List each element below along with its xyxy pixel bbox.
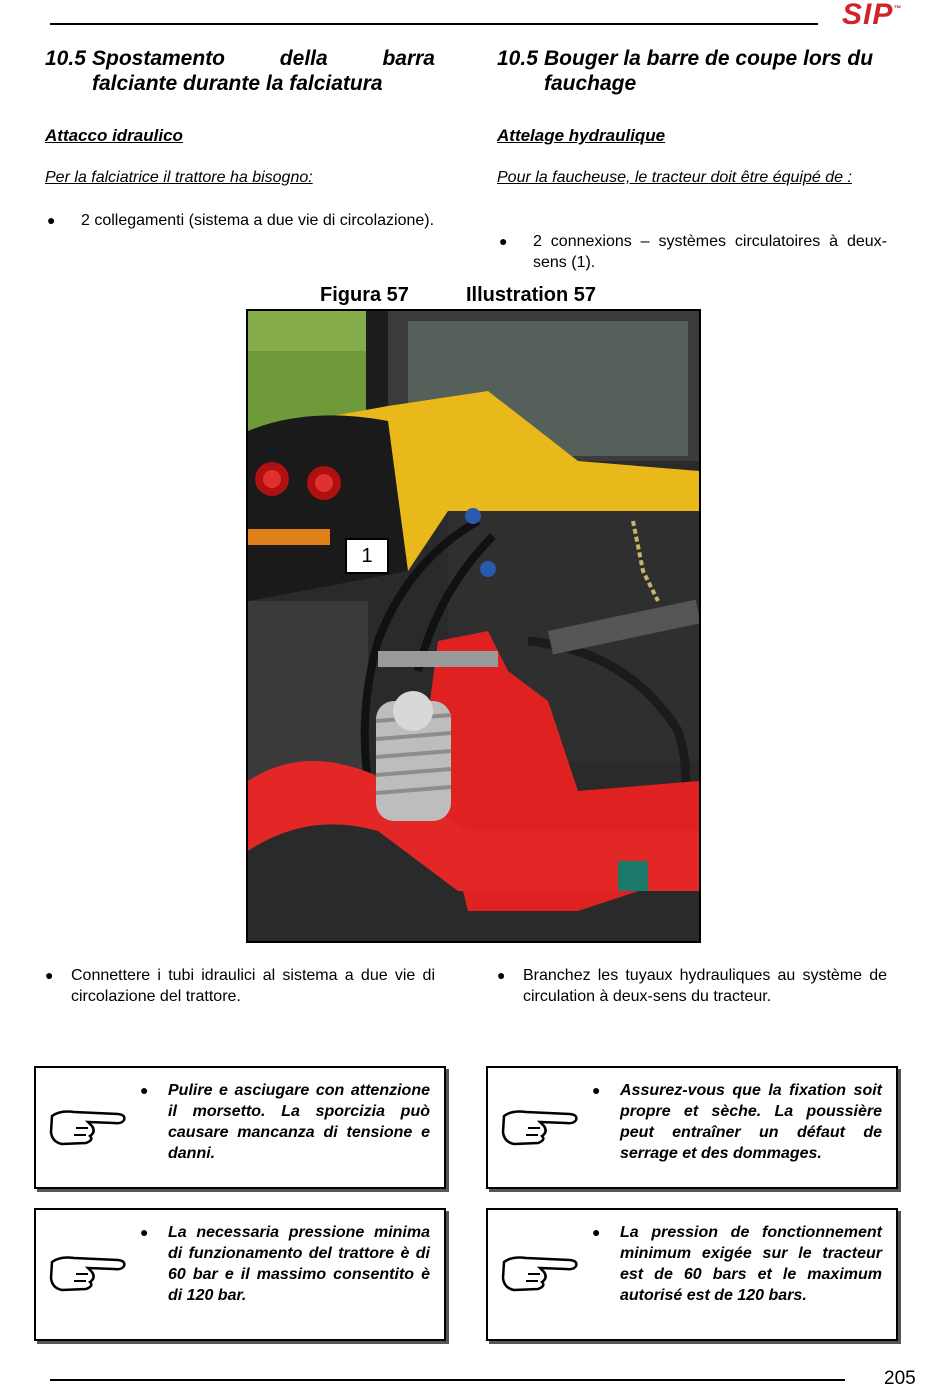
right-heading-line2: fauchage xyxy=(544,72,637,95)
left-intro: Per la falciatrice il trattore ha bisogno: xyxy=(45,169,313,186)
note-box-fr-2 xyxy=(486,1208,898,1341)
right-heading-line1: Bouger la barre de coupe lors du xyxy=(544,47,874,70)
bullet-dot: ● xyxy=(140,1082,149,1098)
figure-callout-1: 1 xyxy=(345,538,389,574)
figure-caption-it: Figura 57 xyxy=(320,284,409,306)
pointing-hand-icon xyxy=(500,1106,578,1146)
right-bullet-1: ● 2 connexions – systèmes circulatoires à deux-sens (1). xyxy=(499,233,887,271)
bullet-dot: ● xyxy=(140,1224,149,1240)
bullet-dot: ● xyxy=(45,967,54,983)
figure-caption-fr: Illustration 57 xyxy=(466,284,597,306)
left-bullet-2: ● Connettere i tubi idraulici al sistema a due vie di circolazione del trattore. xyxy=(45,967,435,1005)
note-box-fr-1 xyxy=(486,1066,898,1189)
note-text: La necessaria pressione minima di funzionamento del trattore è di 60 bar e il massimo consentito è di 120 bar. xyxy=(168,1224,430,1304)
left-subheading: Attacco idraulico xyxy=(45,126,183,145)
right-heading-number: 10.5 xyxy=(497,47,538,70)
left-bullet-1: ● 2 collegamenti (sistema a due vie di circolazione). xyxy=(47,212,435,229)
bullet-dot: ● xyxy=(47,212,56,228)
note-box-it-2 xyxy=(34,1208,446,1341)
page-number: 205 xyxy=(884,1368,916,1389)
right-bullet-2: ● Branchez les tuyaux hydrauliques au système de circulation à deux-sens du tracteur. xyxy=(497,967,887,1005)
note-text: La pression de fonctionnement minimum exigée sur le tracteur est de 60 bars et le maximum autorisé est de 120 bars. xyxy=(620,1224,882,1304)
note-text: Pulire e asciugare con attenzione il morsetto. La sporcizia può causare mancanza di tensione e danni. xyxy=(168,1082,430,1162)
note-text: Assurez-vous que la fixation soit propre et sèche. La poussière peut entraîner un défaut de serrage et des dommages. xyxy=(620,1082,882,1162)
left-heading-line1: Spostamento della barra xyxy=(92,47,435,70)
pointing-hand-icon xyxy=(48,1252,126,1292)
right-subheading: Attelage hydraulique xyxy=(497,126,666,145)
right-intro: Pour la faucheuse, le tracteur doit être équipé de : xyxy=(497,169,852,186)
left-heading-line2: falciante durante la falciatura xyxy=(92,72,383,95)
bullet-dot: ● xyxy=(592,1082,601,1098)
header-rule xyxy=(50,23,818,25)
note-box-it-1 xyxy=(34,1066,446,1189)
pointing-hand-icon xyxy=(48,1106,126,1146)
figure-photo-tractor-hydraulics xyxy=(246,309,701,943)
footer-rule xyxy=(50,1379,845,1381)
brand-logo: SIP™ xyxy=(842,0,903,31)
bullet-dot: ● xyxy=(497,967,506,983)
pointing-hand-icon xyxy=(500,1252,578,1292)
left-heading-number: 10.5 xyxy=(45,47,86,70)
bullet-dot: ● xyxy=(592,1224,601,1240)
bullet-dot: ● xyxy=(499,233,508,249)
